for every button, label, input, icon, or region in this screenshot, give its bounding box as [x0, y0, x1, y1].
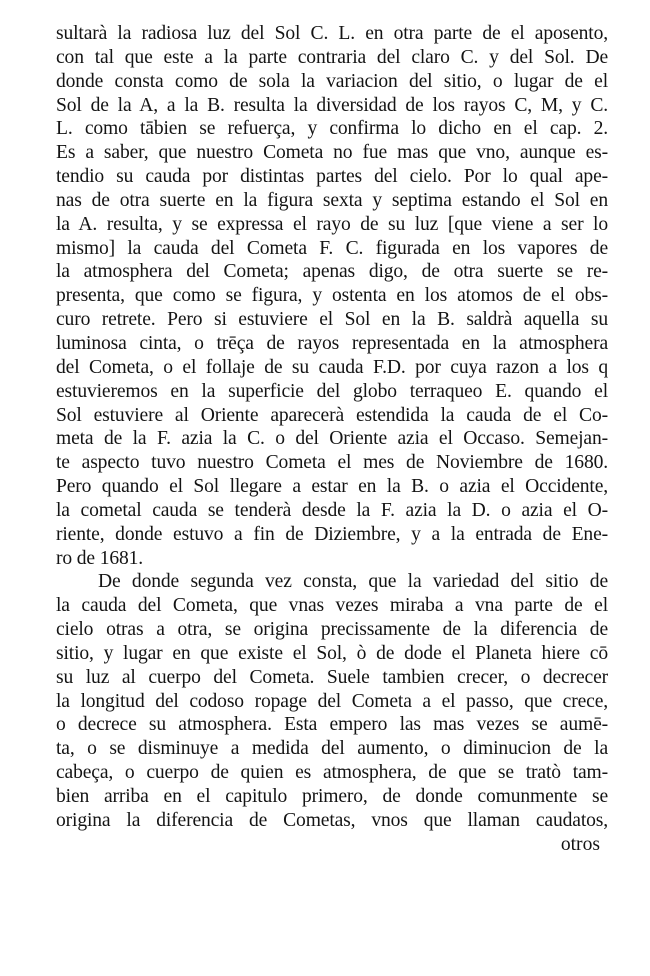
text-line: meta de la F. azia la C. o del Oriente azia el Occaso. Semejan-: [56, 428, 608, 450]
paragraph-2: [56, 570, 608, 832]
catchword: otros: [560, 833, 600, 855]
text-line: sitio, y lugar en que existe el Sol, ò de dode el Planeta hiere cō: [56, 642, 608, 664]
text-line: ta, o se disminuye a medida del aumento, o diminucion de la: [56, 738, 608, 760]
text-line: sultarà la radiosa luz del Sol C. L. en otra parte de el aposento,: [56, 23, 608, 44]
text-line: te aspecto tuvo nuestro Cometa el mes de Noviembre de 1680.: [56, 452, 608, 474]
text-line: cielo otras a otra, se origina precissamente de la diferencia de: [56, 619, 608, 641]
text-line: origina la diferencia de Cometas, vnos que llaman caudatos,: [56, 809, 608, 831]
text-line: curo retrete. Pero si estuviere el Sol en la B. saldrà aquella su: [56, 309, 608, 331]
text-line: De donde segunda vez consta, que la variedad del sitio de: [98, 571, 608, 593]
text-line: la atmosphera del Cometa; apenas digo, de otra suerte se re-: [56, 261, 608, 283]
text-line: del Cometa, o el follaje de su cauda F.D. por cuya razon a los q: [56, 356, 608, 378]
text-line: la A. resulta, y se expressa el rayo de su luz [que viene a ser lo: [56, 213, 608, 235]
text-line: mismo] la cauda del Cometa F. C. figurada en los vapores de: [56, 237, 608, 259]
text-block: [56, 22, 608, 857]
text-line: la cauda del Cometa, que vnas vezes miraba a vna parte de el: [56, 595, 608, 617]
text-line: la longitud del codoso ropage del Cometa a el passo, que crece,: [56, 690, 608, 712]
text-line: nas de otra suerte en la figura sexta y septima estando el Sol en: [56, 189, 608, 211]
text-line: bien arriba en el capitulo primero, de donde comunmente se: [56, 786, 608, 807]
text-line: presenta, que como se figura, y ostenta en los atomos de el obs-: [56, 285, 608, 307]
text-line: Es a saber, que nuestro Cometa no fue mas que vno, aunque es-: [56, 142, 608, 164]
text-line: donde consta como de sola la variacion del sitio, o lugar de el: [56, 70, 608, 92]
text-line: tendio su cauda por distintas partes del cielo. Por lo qual ape-: [56, 166, 608, 188]
paragraph-1: [56, 22, 608, 570]
text-line: ro de 1681.: [56, 547, 144, 569]
text-line: estuvieremos en la superficie del globo terraqueo E. quando el: [56, 380, 608, 402]
text-line: cabeça, o cuerpo de quien es atmosphera, de que se tratò tam-: [56, 762, 608, 784]
text-line: luminosa cinta, o trēça de rayos representada en la atmosphera: [56, 332, 608, 354]
text-line: riente, donde estuvo a fin de Diziembre, y a la entrada de Ene-: [56, 523, 608, 545]
text-line: con tal que este a la parte contraria del claro C. y del Sol. De: [56, 46, 608, 68]
text-line: o decrece su atmosphera. Esta empero las mas vezes se aumē-: [56, 714, 608, 736]
text-line: Sol estuviere al Oriente aparecerà estendida la cauda de el Co-: [56, 404, 608, 426]
text-line: L. como tābien se refuerça, y confirma lo dicho en el cap. 2.: [56, 118, 608, 140]
text-line: su luz al cuerpo del Cometa. Suele tambien crecer, o decrecer: [56, 666, 608, 688]
text-line: Sol de la A, a la B. resulta la diversidad de los rayos C, M, y C.: [56, 94, 608, 116]
text-line: la cometal cauda se tenderà desde la F. azia la D. o azia el O-: [56, 499, 608, 521]
text-line: Pero quando el Sol llegare a estar en la B. o azia el Occidente,: [56, 476, 608, 498]
